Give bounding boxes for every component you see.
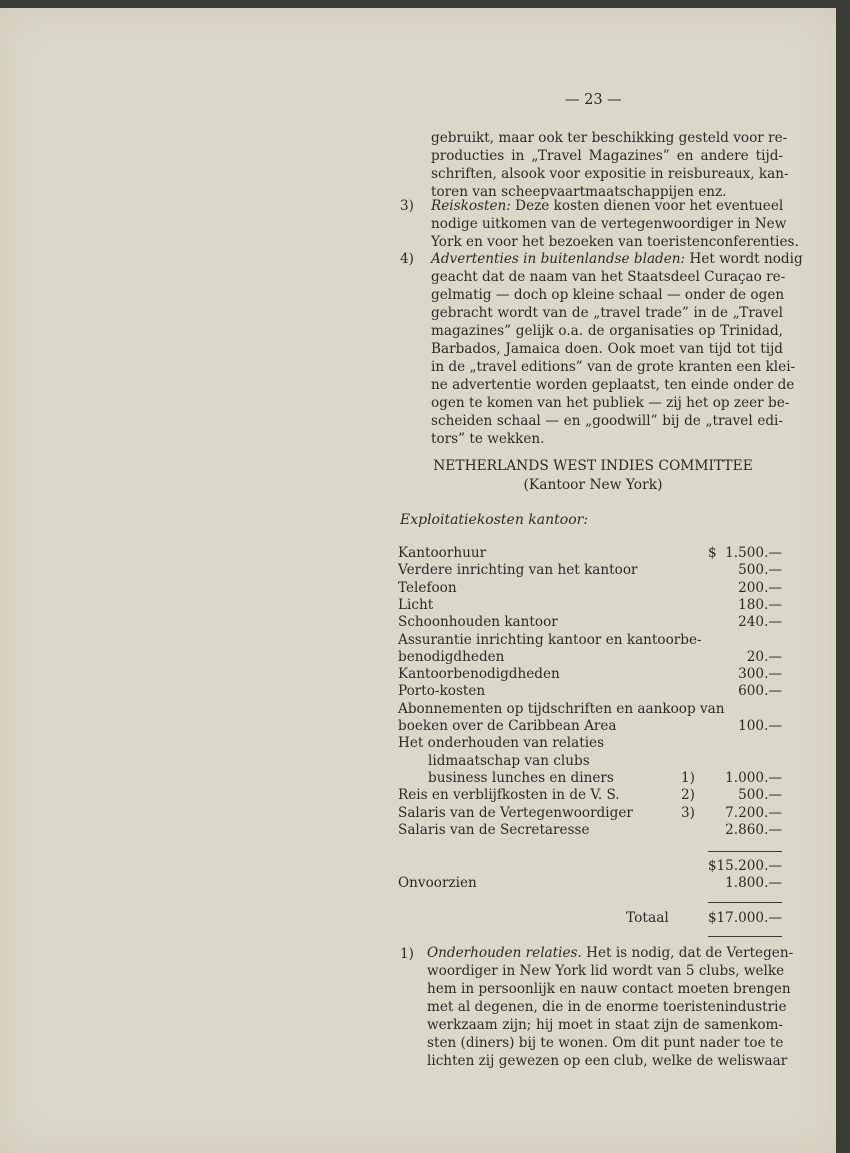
item-3-first-line: Deze kosten dienen voor het eventueel [515,198,784,214]
budget-item-amount: 2.860.— [725,821,782,838]
subtotal-row [398,858,784,875]
budget-item-label: Porto-kosten [398,683,486,700]
budget-item-label: lidmaatschap van clubs [428,752,590,769]
text-line: magazines” gelijk o.a. de organisaties op Trinidad, [431,323,783,339]
budget-item-label: benodigdheden [398,648,505,665]
item-3-number: 3) [400,198,414,214]
budget-item-label: Kantoorbenodigdheden [398,666,560,683]
budget-item-amount: 20.— [746,648,782,665]
budget-row [398,666,784,683]
budget-item-amount: 1.500.— [725,545,782,561]
subtotal-currency: $ [708,858,717,874]
text-line: gelmatig — doch op kleine schaal — onder de ogen [431,287,785,303]
text-line: lichten zij gewezen op een club, welke de weliswaar [427,1053,788,1069]
budget-item-amount: 500.— [738,787,782,804]
subtotal-amount: 15.200.— [716,858,782,874]
budget-row [398,597,784,614]
budget-item-amount: 7.200.— [725,804,782,821]
text-line: woordiger in New York lid wordt van 5 clubs, welke [427,963,785,979]
budget-item-amount: 200.— [738,579,782,596]
unforeseen-label: Onvoorzien [398,875,477,891]
budget-row [398,701,784,718]
item-4-number: 4) [400,251,414,267]
budget-item-amount: 1.000.— [725,769,782,786]
footnote-marker: 2) [681,787,695,804]
text-line: geacht dat de naam van het Staatsdeel Curaçao re- [431,269,786,285]
footnote-1-first-line: Het is nodig, dat de Vertegen- [586,945,794,961]
budget-row [398,614,784,631]
budget-row [398,562,784,579]
footnote-marker: 3) [681,804,695,821]
committee-subtitle: (Kantoor New York) [523,477,663,493]
text-line: gebruikt, maar ook ter beschikking gesteld voor re- [431,130,788,146]
unforeseen-amount: 1.800.— [725,875,782,891]
page-number: — 23 — [565,92,622,108]
intro-paragraph [431,129,789,201]
text-line: schriften, alsook voor expositie in reisbureaux, kan- [431,166,789,182]
budget-item-amount: 100.— [738,718,782,734]
text-line [431,250,803,268]
total-currency: $ [708,910,717,926]
item-3-title: Reiskosten: [431,198,511,214]
item-4-paragraph [431,250,803,448]
budget-item-label: Salaris van de Secretaresse [398,821,590,838]
footnote-1-title: Onderhouden relaties. [427,945,582,961]
budget-item-label: boeken over de Caribbean Area [398,718,617,734]
budget-item-label: Salaris van de Vertegenwoordiger [398,804,633,821]
text-line: nodige uitkomen van de vertegenwoordiger in New [431,216,787,232]
scan-right-border [836,0,850,1153]
text-line: tors” te wekken. [431,431,545,447]
budget-row [398,545,784,562]
footnote-1-number: 1) [400,946,414,962]
budget-item-label: Reis en verblijfkosten in de V. S. [398,787,620,804]
text-line: gebracht wordt van de „travel trade” in de „Travel [431,305,783,321]
budget-row [398,632,784,649]
text-line: in de „travel editions” van de grote kranten een klei- [431,359,796,375]
budget-row [398,805,784,822]
item-3-paragraph [431,197,799,251]
text-line: hem in persoonlijk en nauw contact moeten brengen [427,981,791,997]
text-line: ogen te komen van het publiek — zij het op zeer be- [431,395,790,411]
budget-item-amount: 600.— [738,683,782,700]
unforeseen-row [398,875,784,892]
text-line: producties in „Travel Magazines” en andere tijd- [431,148,783,164]
budget-item-amount: 180.— [738,596,782,613]
budget-row [398,580,784,597]
budget-row [398,787,784,804]
budget-item-amount: 240.— [738,614,782,631]
subtotal-rule [708,851,782,852]
text-line: ne advertentie worden geplaatst, ten einde onder de [431,377,795,393]
budget-item-amount: 500.— [738,562,782,579]
budget-row [398,683,784,700]
budget-item-label: Telefoon [398,579,457,596]
budget-item-label: Abonnementen op tijdschriften en aankoop van [398,700,725,717]
text-line [431,197,783,215]
text-line: toren van scheepvaartmaatschappijen enz. [431,184,727,200]
budget-row [398,735,784,752]
total-rule-bottom [708,936,782,937]
text-line: werkzaam zijn; hij moet in staat zijn de samenkom- [427,1017,783,1033]
budget-row [398,718,784,735]
text-line: met al degenen, die in de enorme toeristenindustrie [427,999,787,1015]
budget-item-label: Kantoorhuur [398,545,487,561]
total-rule-top [708,902,782,903]
budget-row [398,770,784,787]
total-row [398,910,784,927]
currency-symbol: $ [708,545,717,561]
budget-item-label: Licht [398,596,434,613]
budget-item-label: Het onderhouden van relaties [398,735,605,752]
budget-item-amount: 300.— [738,666,782,683]
text-line [427,944,794,962]
budget-item-label: Assurantie inrichting kantoor en kantoorbe- [398,631,702,648]
budget-item-label: Schoonhouden kantoor [398,614,558,631]
scan-top-border [0,0,850,8]
section-title: Exploitatiekosten kantoor: [400,512,589,528]
total-label: Totaal [626,910,669,926]
item-4-first-line: Het wordt nodig [689,251,803,267]
text-line: Barbados, Jamaica doen. Ook moet van tijd tot tijd [431,341,783,357]
committee-title: NETHERLANDS WEST INDIES COMMITTEE [433,458,753,474]
text-line: York en voor het bezoeken van toeristenconferenties. [431,234,799,250]
budget-item-label: business lunches en diners [428,769,614,786]
footnote-marker: 1) [681,769,695,786]
item-4-title: Advertenties in buitenlandse bladen: [431,251,686,267]
total-amount: 17.000.— [716,910,782,926]
budget-item-label: Verdere inrichting van het kantoor [398,562,638,579]
text-line: sten (diners) bij te wonen. Om dit punt nader toe te [427,1035,784,1051]
footnote-1-paragraph [427,944,794,1070]
budget-row [398,753,784,770]
text-line: scheiden schaal — en „goodwill” bij de „travel edi- [431,413,783,429]
budget-row [398,649,784,666]
budget-row [398,822,784,839]
